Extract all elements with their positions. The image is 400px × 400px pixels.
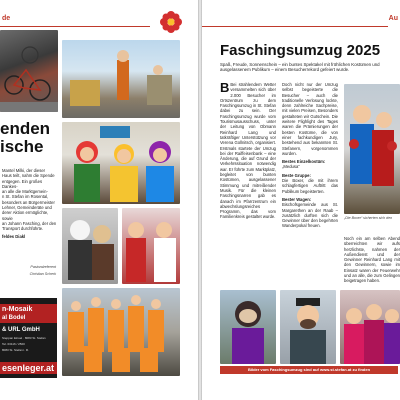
bicycles-illustration (0, 30, 58, 112)
left-body-line: besonders an Bürgermeister (2, 199, 55, 205)
left-body-line: n St. Stefan im Rosental, (2, 194, 49, 200)
left-body-line: Lehner, Gemeinderäte und (2, 205, 52, 211)
winners-title: Bestes Einzelkostüm: (282, 159, 326, 165)
left-headline-line1: enden (0, 119, 51, 138)
right-column-3: Noch ein am selben Abend überreichten wir aufs herzlichste, nahmen der Außendienst und der Gewinner Reinhard Lang mit den Gewinnern, sowie im Einsatz waren der Feuerwehr und an alle, die zum Gelingen beigetragen haben. (344, 236, 400, 284)
group-title: Beste Gruppe: (282, 172, 311, 178)
photo-orange-group (62, 288, 180, 376)
photo-masked-pair (62, 208, 118, 284)
right-headline: Faschingsumzug 2025 (220, 42, 381, 59)
ad-small1: Steppan Einsel · 8083 St. Stefan (2, 336, 46, 340)
right-column-1 (220, 82, 276, 220)
photo-masked-figure (220, 290, 276, 364)
ad-small2: Tel. 03116 / 2500 (2, 342, 25, 346)
right-col1-text: Bei strahlendem Wetter versammelten sich über 2.000 Besucher im Ortszentrum zu dem Faschingsumzug in St. Stefan dabei zu sein. Der Faschingsumzug wurde vom Tourismusausschuss, unter der Leitung von Obmann Reinhard Lang und tatkräftiger Unterstützung vor Verena Gollnitsch, organisiert. Erstmals startete der Umzug bei der Raiffeisenbank – eine Änderung, die auf Grund der Verkehrssituation notwendig war. Er führte zum Marktplatz, begleitet von bunten Kostümen, ausgelassener Stimmung und mitreißender Musik. Für die kleinen Faschingsnarren gab es danach im Pfarrzentrum ein abwechslungsreiches Programm, das vom Familienkreis gestaltet wurde. (220, 82, 276, 220)
photo-parade-float (62, 40, 180, 118)
left-body-line: an alle die Marktgemein- (2, 189, 48, 195)
winners-value: „Medusa“ (282, 164, 300, 170)
right-lead: Spaß, Freude, Sonnenschein – ein buntes Spektakel mit fröhlichen Kostümen und ausgelassenem Publikum – einem Besucherrekord gefeiert wurde. (220, 62, 380, 73)
left-headline (0, 120, 50, 156)
photo-bicycles (0, 30, 58, 112)
right-column-2 (282, 82, 338, 229)
ad-line2: al Bodel (0, 315, 57, 323)
ad-line3: & URL GmbH (2, 327, 40, 333)
left-body-line: Haus teilt, nahm die Spende (2, 173, 55, 179)
photo-bearded-man (280, 290, 336, 364)
left-body-line: Transport durchführte. (2, 226, 44, 232)
photo-costumed-group (122, 208, 180, 284)
left-body-line: an Johann Fasching, der den (2, 220, 57, 226)
ad-url[interactable]: esenleger.at (0, 362, 57, 374)
wagon-title: Bester Wagen: (282, 196, 312, 202)
right-col2-text: Doch nicht nur der Umzug selbst begeisterte die Besucher – auch die traditionelle Verlosung lockte, denn zahlreiche Sachpreise, mit vielen Preisen, Besonders gestalteten wir Gutschein. Die weitere Flighlight des Tages waren die Prämierungen der besten Kostüme, die von einer fachkundigen Jury, bestehend aus bekannten St. Stefanern, vorgenommen wurden. (282, 82, 338, 156)
ad-line1: n-Mosaik (0, 304, 57, 315)
left-headline-line2: ische (0, 137, 44, 156)
left-header-rule (0, 26, 150, 27)
left-body-text (2, 168, 58, 239)
photo-boxers-caption: „Die Boxer“ sicherten sich den (344, 216, 393, 220)
photo-crowd-pink (340, 290, 400, 364)
left-header-label: de (2, 15, 11, 22)
left-body-line: derer Aktion ermöglichte, sowie (2, 210, 49, 221)
right-header-label: Au (388, 15, 398, 22)
right-page (202, 0, 400, 400)
left-page (0, 0, 198, 400)
flower-logo-icon (160, 11, 182, 33)
photo-clowns (62, 122, 180, 204)
group-text: Die Boxer, die mit ihrem schlagfertigen Auftritt das Publikum begeisterten. (282, 178, 338, 194)
wagon-text: Bischofsgemeinde aus St. Margarethen an der Raab – zusätzlich durften sich die Gewinner über den begehrten Wanderpokal freuen. (282, 202, 338, 229)
left-credit-1: Pastoralreferent (30, 265, 56, 269)
photo-boxers (344, 84, 400, 214)
left-body-line: entgegen. Ein großes Dankes- (2, 178, 43, 189)
ad-small3: 8083 St. Stefan i. R. (2, 348, 29, 352)
left-body-line: Mantel Milki, der dieser (2, 168, 46, 173)
left-signature: feldes Diakl (2, 233, 26, 239)
advertisement (0, 298, 57, 378)
footer-banner[interactable]: Bilder vom Faschingsumzug sind auf www.st.stefan.at zu finden (220, 366, 398, 374)
left-credit-2: Christian Scherk (29, 272, 56, 276)
dropcap: B (220, 80, 230, 95)
right-header-rule (202, 26, 388, 27)
